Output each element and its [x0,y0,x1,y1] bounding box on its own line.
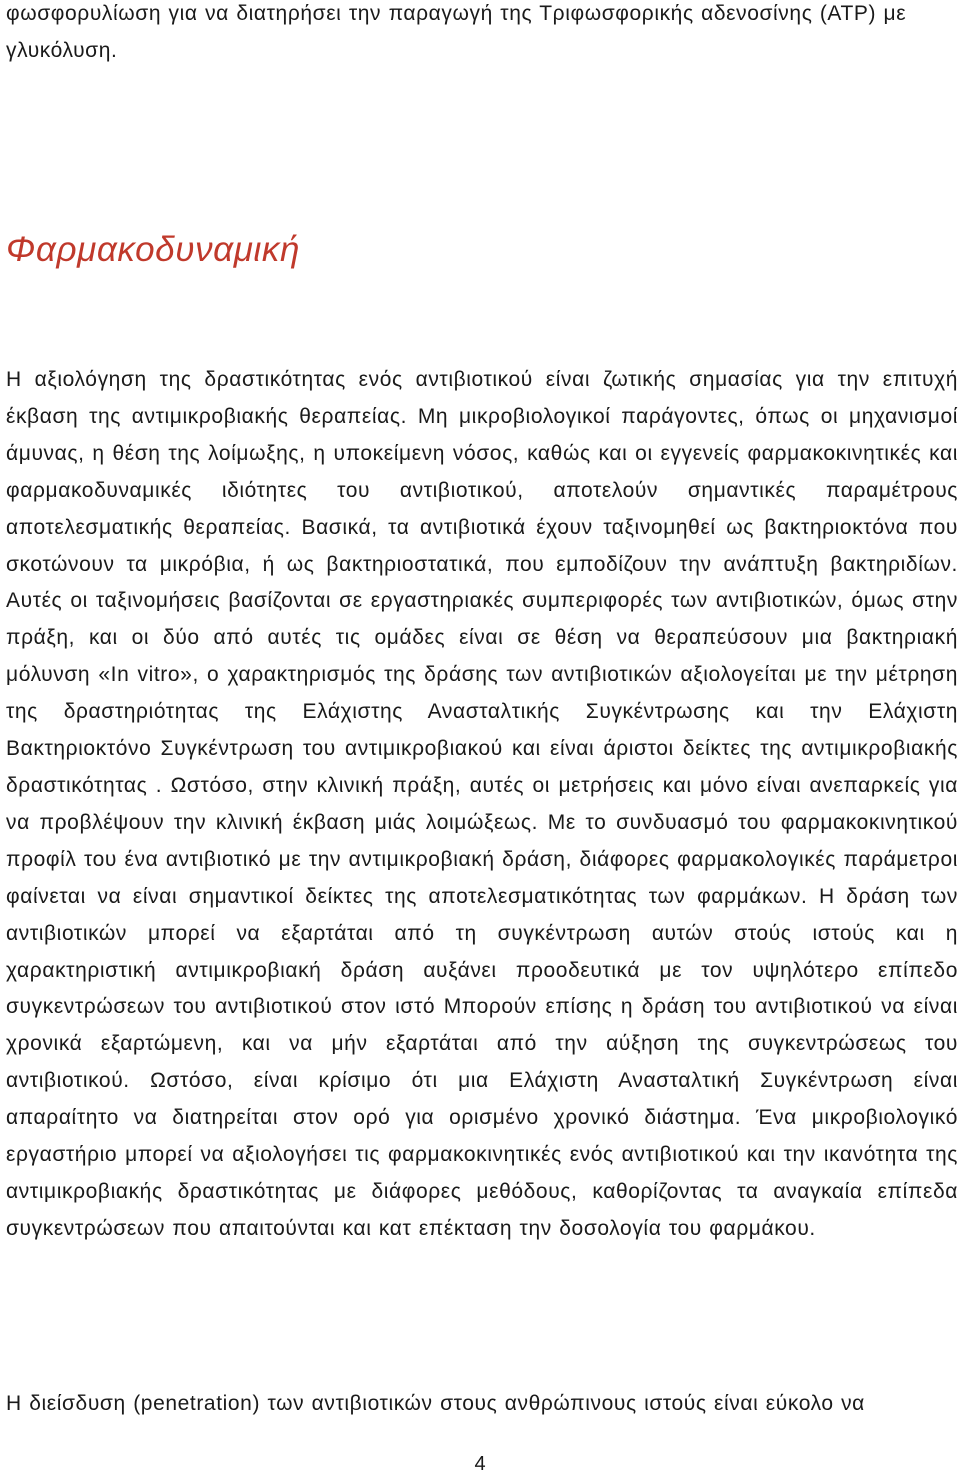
page-number: 4 [474,1453,486,1475]
intro-paragraph: φωσφορυλίωση για να διατηρήσει την παραγωγή της Τριφωσφορικής αδενοσίνης (ATP) με γλυκόλυση. [6,2,907,62]
section-heading: Φαρμακοδυναμική [6,230,301,269]
main-paragraph: Η αξιολόγηση της δραστικότητας ενός αντιβιοτικού είναι ζωτικής σημασίας για την επιτυχή έκβαση της αντιμικροβιακής θεραπείας. Μη μικροβιολογικοί παράγοντες, όπως οι μηχανισμοί άμυνας, η θέση της λοίμωξης, η υποκείμενη νόσος, καθώς και οι εγγενείς φαρμακοκινητικές και φαρμακοδυναμικές ιδιότητες του αντιβιοτικού, αποτελούν σημαντικές παραμέτρους αποτελεσματικής θεραπείας. Βασικά, τα αντιβιοτικά έχουν ταξινομηθεί ως βακτηριοκτόνα που σκοτώνουν τα μικρόβια, ή ως βακτηριοστατικά, που εμποδίζουν την ανάπτυξη βακτηριδίων. Αυτές οι ταξινομήσεις βασίζονται σε εργαστηριακές συμπεριφορές των αντιβιοτικών, όμως στην πράξη, και οι δύο από αυτές τις ομάδες είναι σε θέση να θεραπεύσουν μια βακτηριακή μόλυνση «In vitro», ο χαρακτηρισμός της δράσης των αντιβιοτικών αξιολογείται με την μέτρηση της δραστηριότητας της Ελάχιστης Ανασταλτικής Συγκέντρωσης και την Ελάχιστη Βακτηριοκτόνο Συγκέντρωση του αντιμικροβιακού και είναι άριστοι δείκτες της αντιμικροβιακής δραστικότητας . Ωστόσο, στην κλινική πράξη, αυτές οι μετρήσεις και μόνο είναι ανεπαρκείς για να προβλέψουν την κλινική έκβαση μιάς λοιμώξεως. Με το συνδυασμό του φαρμακοκινητικού προφίλ του ένα αντιβιοτικό με την αντιμικροβιακή δράση, διάφορες φαρμακολογικές παράμετροι φαίνεται να είναι σημαντικοί δείκτες της αποτελεσματικότητας των φαρμάκων. Η δράση των αντιβιοτικών μπορεί να εξαρτάται από τη συγκέντρωση αυτών στούς ιστούς και η χαρακτηριστική αντιμικροβιακή δράση αυξάνει προοδευτικά με τον υψηλότερο επίπεδο συγκεντρώσεων του αντιβιοτικού στον ιστό Μπορούν επίσης η δράση του αντιβιοτικού να είναι χρονικά εξαρτώμενη, και να μήν εξαρτάται από την αύξηση της συγκεντρώσεως του αντιβιοτικού. Ωστόσο, είναι κρίσιμο ότι μια Ελάχιστη Ανασταλτική Συγκέντρωση είναι απαραίτητο να διατηρείται στον ορό για ορισμένο χρονικό διάστημα. Ένα μικροβιολογικό εργαστήριο μπορεί να αξιολογήσει τις φαρμακοκινητικές ενός αντιβιοτικού και την ικανότητα της αντιμικροβιακής δραστικότητας με διάφορες μεθόδους, καθορίζοντας τα αναγκαία επίπεδα συγκεντρώσεων που απαιτούνται και κατ επέκταση την δοσολογία του φαρμάκου. [6,368,958,1240]
closing-paragraph: Η διείσδυση (penetration) των αντιβιοτικών στους ανθρώπινους ιστούς είναι εύκολο να [6,1392,865,1415]
